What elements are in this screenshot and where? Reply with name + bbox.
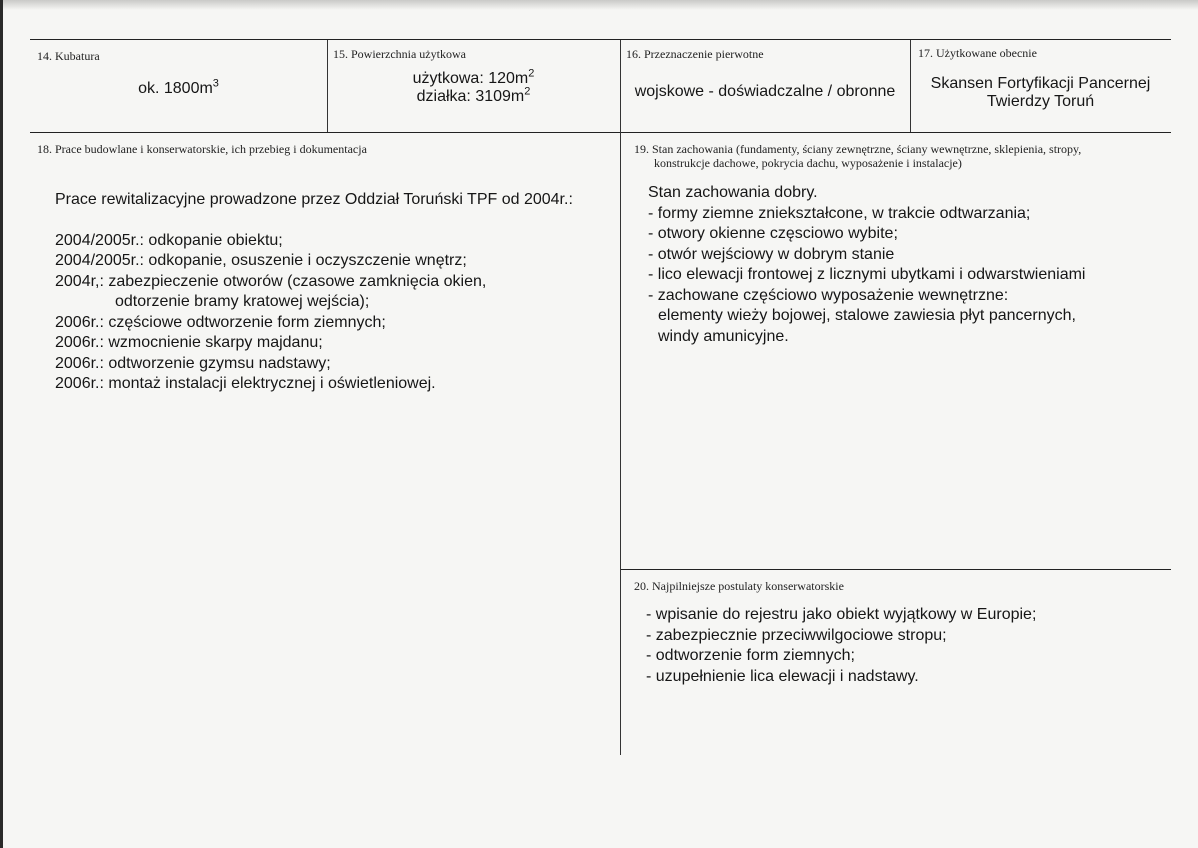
list-item: - otwory okienne częsciowo wybite; [648,225,898,242]
field-14-value: ok. $1800m^3$ [138,77,219,97]
field-20-content [646,605,1036,687]
col-divider-2 [620,40,621,755]
field-17-label: 17. Użytkowane obecnie [918,46,1037,60]
field-17-value: Skansen Fortyfikacji Pancernej Twierdzy Toruń [930,75,1151,110]
list-item: 2004/2005r.: odkopanie obiektu; [55,231,283,249]
list-item: 2006r.: montaż instalacji elektrycznej i oświetleniowej. [55,375,436,392]
field-16-value: wojskowe - doświadczalne / obronne [634,83,896,100]
list-item: 2006r.: odtworzenie gzymsu nadstawy; [55,354,331,372]
row-divider-2 [620,569,1171,570]
list-item: - odtworzenie form ziemnych; [646,647,855,664]
list-item: windy amunicyjne. [658,327,789,345]
list-item: - formy ziemne zniekształcone, w trakcie odtwarzania; [648,204,1031,222]
list-item: - uzupełnienie lica elewacji i nadstawy. [646,667,919,685]
field-15-label: 15. Powierzchnia użytkowa [333,47,466,61]
list-item: elementy wieży bojowej, stalowe zawiesia płyt pancernych, [658,307,1076,324]
field-16-label: 16. Przeznaczenie pierwotne [626,47,764,61]
row-divider-1 [30,132,1171,133]
scan-left-edge [0,0,3,848]
field-19-label: 19. Stan zachowania (fundamenty, ściany zewnętrzne, ściany wewnętrzne, sklepienia, stropy, konstrukcje dachowe, pokrycia dachu, wyposażenie i instalacje) [634,142,1082,170]
field-20-label: 20. Najpilniejsze postulaty konserwatorskie [634,579,844,593]
field-14-label: 14. Kubatura [37,49,100,63]
field-18-label: 18. Prace budowlane i konserwatorskie, ich przebieg i dokumentacja [37,142,367,156]
list-item: Stan zachowania dobry. [648,184,818,201]
list-item: - zachowane częściowo wyposażenie wewnętrzne: [648,286,1009,304]
list-item: - wpisanie do rejestru jako obiekt wyjątkowy w Europie; [646,606,1037,623]
list-item: - otwór wejściowy w dobrym stanie [648,245,895,263]
field-18-content [55,190,573,395]
list-item: 2004r,: zabezpieczenie otworów (czasowe zamknięcia okien, [55,272,487,290]
list-item: 2006r.: wzmocnienie skarpy majdanu; [55,334,323,351]
list-item: - lico elewacji frontowej z licznymi ubytkami i odwarstwieniami [648,266,1086,283]
list-item: odtorzenie bramy kratowej wejścia); [115,293,370,310]
field-19-content [648,183,1085,347]
list-item: - zabezpiecznie przeciwwilgociowe stropu; [646,626,947,644]
list-item: 2004/2005r.: odkopanie, osuszenie i oczyszczenie wnętrz; [55,252,467,269]
field-15-value: użytkowa: $120m^2$ działka: $3109m^2$ [412,67,535,105]
list-item: 2006r.: częściowe odtworzenie form ziemnych; [55,313,386,331]
top-border [30,39,1171,40]
scan-top-shadow [0,0,1198,10]
field-18-intro: Prace rewitalizacyjne prowadzone przez Oddział Toruński TPF od 2004r.: [55,191,573,208]
